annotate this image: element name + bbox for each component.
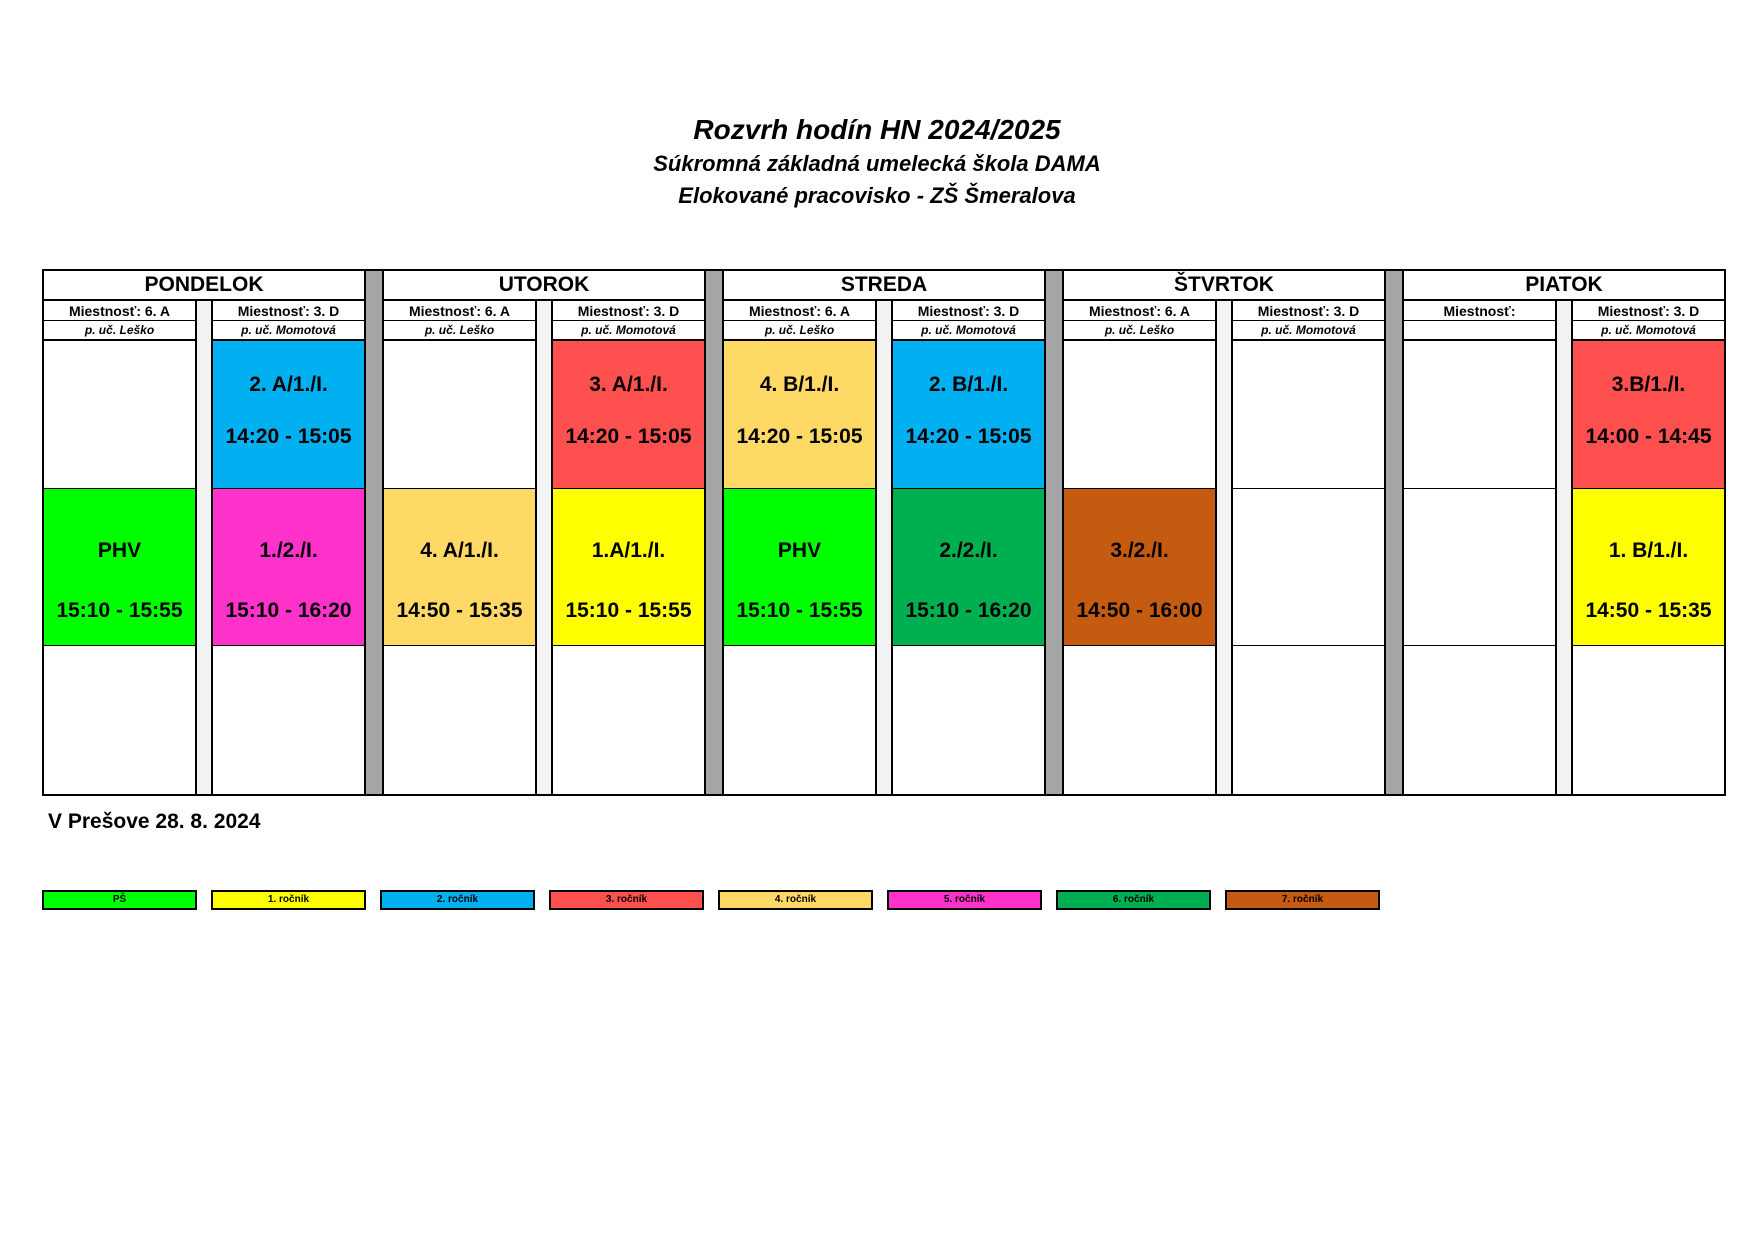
lesson-cell	[1064, 489, 1215, 646]
day-separator	[366, 269, 382, 796]
lesson-class	[384, 341, 535, 373]
lesson-time: 14:50 - 15:35	[1585, 599, 1712, 622]
workplace-name: Elokované pracovisko - ZŠ Šmeralova	[678, 183, 1076, 208]
lesson-time: 14:20 - 15:05	[905, 425, 1032, 448]
legend-item: 2. ročník	[380, 890, 535, 910]
teacher-label	[1404, 321, 1555, 341]
lesson-cell	[213, 646, 364, 794]
day-name: STREDA	[724, 271, 1044, 301]
lesson-class: 4. B/1./I.	[759, 373, 840, 396]
legend-item: 7. ročník	[1225, 890, 1380, 910]
lesson-class: 1./2./I.	[259, 539, 318, 562]
legend-item: 1. ročník	[211, 890, 366, 910]
lesson-cell	[724, 341, 875, 489]
day-name: ŠTVRTOK	[1064, 271, 1384, 301]
day-block	[42, 269, 366, 796]
room-column	[1064, 301, 1217, 794]
room-column	[384, 301, 537, 794]
teacher-label: p. uč. Momotová	[1573, 321, 1724, 341]
lesson-cell	[1404, 489, 1555, 646]
day-block	[1062, 269, 1386, 796]
room-label: Miestnosť:	[1404, 301, 1555, 321]
issue-date: V Prešove 28. 8. 2024	[48, 810, 261, 833]
document-header	[0, 112, 1754, 212]
lesson-cell	[1404, 646, 1555, 794]
lesson-cell	[553, 489, 704, 646]
room-column	[1231, 301, 1384, 794]
legend-item: PŠ	[42, 890, 197, 910]
teacher-label: p. uč. Leško	[44, 321, 195, 341]
lesson-time: 14:20 - 15:05	[565, 425, 692, 448]
lesson-class: 3. A/1./I.	[589, 373, 668, 396]
lesson-cell	[553, 341, 704, 489]
lesson-cell	[1233, 646, 1384, 794]
teacher-label: p. uč. Momotová	[213, 321, 364, 341]
lesson-time	[1404, 539, 1555, 575]
column-separator	[877, 301, 891, 794]
lesson-cell	[1064, 341, 1215, 489]
column-separator	[197, 301, 211, 794]
lesson-class	[1064, 341, 1215, 373]
lesson-cell	[893, 646, 1044, 794]
room-label: Miestnosť: 6. A	[724, 301, 875, 321]
column-separator	[1217, 301, 1231, 794]
lesson-time: 14:50 - 16:00	[1076, 599, 1203, 622]
lesson-cell	[44, 646, 195, 794]
lesson-time: 14:20 - 15:05	[736, 425, 863, 448]
room-label: Miestnosť: 3. D	[1233, 301, 1384, 321]
day-block	[722, 269, 1046, 796]
day-block	[382, 269, 706, 796]
color-legend	[42, 890, 1442, 912]
lesson-class: 1.A/1./I.	[591, 539, 666, 562]
lesson-class: 3.B/1./I.	[1611, 373, 1686, 396]
legend-item: 3. ročník	[549, 890, 704, 910]
lesson-class: 1. B/1./I.	[1608, 539, 1689, 562]
room-label: Miestnosť: 6. A	[384, 301, 535, 321]
teacher-label: p. uč. Momotová	[893, 321, 1044, 341]
lesson-class	[1233, 489, 1384, 539]
lesson-class	[1404, 341, 1555, 373]
lesson-class: 2. A/1./I.	[249, 373, 328, 396]
lesson-cell	[1404, 341, 1555, 489]
lesson-cell	[384, 489, 535, 646]
lesson-time: 15:10 - 16:20	[905, 599, 1032, 622]
day-separator	[1046, 269, 1062, 796]
lesson-time	[1404, 373, 1555, 401]
room-label: Miestnosť: 3. D	[1573, 301, 1724, 321]
lesson-cell	[1573, 341, 1724, 489]
room-column	[1404, 301, 1557, 794]
lesson-class: 2. B/1./I.	[928, 373, 1009, 396]
school-name: Súkromná základná umelecká škola DAMA	[653, 151, 1101, 176]
lesson-class: 3./2./I.	[1110, 539, 1169, 562]
room-label: Miestnosť: 3. D	[553, 301, 704, 321]
day-name: UTOROK	[384, 271, 704, 301]
lesson-cell	[44, 341, 195, 489]
lesson-cell	[1064, 646, 1215, 794]
lesson-class	[44, 341, 195, 373]
lesson-time: 14:50 - 15:35	[396, 599, 523, 622]
lesson-time: 15:10 - 15:55	[736, 599, 863, 622]
lesson-cell	[384, 341, 535, 489]
lesson-class: 4. A/1./I.	[420, 539, 499, 562]
day-separator	[1386, 269, 1402, 796]
lesson-class: PHV	[97, 539, 142, 562]
room-column	[891, 301, 1044, 794]
lesson-cell	[213, 341, 364, 489]
lesson-cell	[384, 646, 535, 794]
teacher-label: p. uč. Momotová	[553, 321, 704, 341]
lesson-time: 14:20 - 15:05	[225, 425, 352, 448]
room-label: Miestnosť: 6. A	[1064, 301, 1215, 321]
room-label: Miestnosť: 6. A	[44, 301, 195, 321]
lesson-cell	[1233, 341, 1384, 489]
lesson-class: 2./2./I.	[939, 539, 998, 562]
lesson-time	[44, 373, 195, 401]
room-label: Miestnosť: 3. D	[213, 301, 364, 321]
lesson-time: 15:10 - 15:55	[56, 599, 183, 622]
room-column	[1571, 301, 1724, 794]
teacher-label: p. uč. Leško	[724, 321, 875, 341]
lesson-cell	[1233, 489, 1384, 646]
lesson-class	[1404, 489, 1555, 539]
column-separator	[1557, 301, 1571, 794]
lesson-cell	[44, 489, 195, 646]
timetable	[42, 269, 1724, 796]
lesson-time	[384, 373, 535, 401]
column-separator	[537, 301, 551, 794]
day-block	[1402, 269, 1726, 796]
lesson-time	[1233, 373, 1384, 401]
day-separator	[706, 269, 722, 796]
lesson-time	[1233, 539, 1384, 575]
lesson-class	[1233, 341, 1384, 373]
room-column	[551, 301, 704, 794]
lesson-time	[1064, 373, 1215, 401]
lesson-class: PHV	[777, 539, 822, 562]
legend-item: 6. ročník	[1056, 890, 1211, 910]
lesson-cell	[893, 341, 1044, 489]
room-column	[211, 301, 364, 794]
lesson-cell	[553, 646, 704, 794]
document-title: Rozvrh hodín HN 2024/2025	[693, 114, 1061, 145]
room-column	[724, 301, 877, 794]
lesson-time: 14:00 - 14:45	[1585, 425, 1712, 448]
lesson-time: 15:10 - 16:20	[225, 599, 352, 622]
legend-item: 4. ročník	[718, 890, 873, 910]
day-name: PIATOK	[1404, 271, 1724, 301]
lesson-cell	[213, 489, 364, 646]
room-column	[44, 301, 197, 794]
teacher-label: p. uč. Momotová	[1233, 321, 1384, 341]
lesson-cell	[724, 489, 875, 646]
lesson-cell	[893, 489, 1044, 646]
lesson-cell	[724, 646, 875, 794]
lesson-time: 15:10 - 15:55	[565, 599, 692, 622]
day-name: PONDELOK	[44, 271, 364, 301]
lesson-cell	[1573, 646, 1724, 794]
room-label: Miestnosť: 3. D	[893, 301, 1044, 321]
teacher-label: p. uč. Leško	[384, 321, 535, 341]
teacher-label: p. uč. Leško	[1064, 321, 1215, 341]
legend-item: 5. ročník	[887, 890, 1042, 910]
lesson-cell	[1573, 489, 1724, 646]
